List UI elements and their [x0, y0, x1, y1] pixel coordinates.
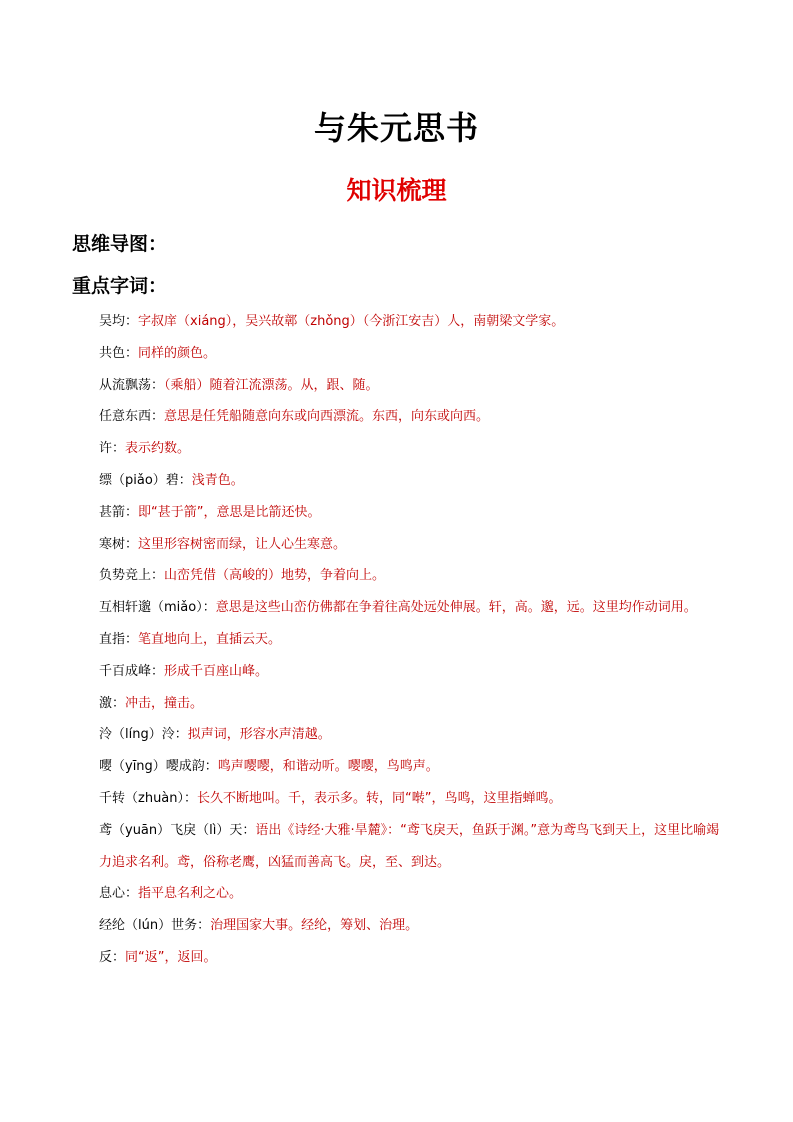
entry-term: 许：: [99, 441, 126, 457]
page-subtitle: 知识梳理: [346, 176, 447, 205]
entry-definition: 指平息名利之心。: [138, 886, 243, 902]
entry-term: 千百成峰：: [99, 663, 165, 679]
entry-term: 千转（zhuàn）：: [99, 790, 198, 806]
entry-definition: 即“甚于箭”，意思是比箭还快。: [138, 504, 321, 520]
list-item: [99, 815, 729, 879]
entry-definition: 长久不断地叫。千，表示多。转，同“啭”，鸟鸣，这里指蝉鸣。: [197, 790, 562, 806]
entry-term: 任意东西：: [99, 409, 165, 425]
list-item: [99, 529, 729, 561]
vocabulary-list: [99, 306, 729, 974]
entry-term: 吴均：: [99, 314, 139, 329]
entry-term: 嘤（yīng）嘤成韵：: [99, 759, 218, 775]
list-item: [99, 624, 729, 656]
entry-definition: 浅青色。: [191, 472, 244, 488]
entry-term: 互相轩邈（miǎo）：: [99, 600, 216, 616]
entry-term: 共色：: [99, 345, 139, 361]
entry-definition: 意思是这些山峦仿佛都在争着往高处远处伸展。轩，高。邈，远。这里均作动词用。: [215, 600, 697, 616]
entry-term: 负势竞上：: [99, 568, 165, 584]
entry-definition: 拟声词，形容水声清越。: [187, 727, 331, 743]
list-item: [99, 688, 729, 720]
entry-term: 直指：: [99, 631, 139, 647]
list-item: [99, 592, 729, 624]
section-heading-mind-map: 思维导图：: [72, 233, 168, 255]
entry-term: 缥（piǎo）碧：: [99, 472, 192, 488]
list-item: [99, 370, 729, 402]
list-item: [99, 338, 729, 370]
list-item: [99, 719, 729, 751]
entry-definition: 同“返”，返回。: [125, 949, 217, 965]
list-item: [99, 910, 729, 942]
entry-definition: 山峦凭借（高峻的）地势，争着向上。: [164, 568, 386, 584]
entry-term: 反：: [99, 949, 126, 965]
entry-definition: 同样的颜色。: [138, 345, 217, 361]
entry-term: 寒树：: [99, 536, 139, 552]
entry-term: 激：: [99, 695, 126, 711]
page-title: 与朱元思书: [313, 109, 479, 147]
list-item: [99, 560, 729, 592]
entry-definition: 治理国家大事。经纶，筹划、治理。: [210, 918, 419, 934]
entry-definition: 鸣声嘤嘤，和谐动听。嘤嘤，鸟鸣声。: [217, 759, 439, 775]
list-item: [99, 942, 729, 974]
entry-definition: 语出《诗经·大雅·旱麓》：“鸢飞戾天，鱼跃于渊。”意为鸢鸟飞到天上，这里比喻竭力追求名利。鸢，俗称老鹰，凶猛而善高飞。戾，至、到达。: [99, 822, 720, 870]
entry-definition: 笔直地向上，直插云天。: [138, 631, 282, 647]
entry-term: 鸢（yuān）飞戾（lì）天：: [99, 822, 256, 838]
entry-definition: 形成千百座山峰。: [164, 663, 269, 679]
list-item: [99, 497, 729, 529]
section-heading-key-words: 重点字词：: [72, 275, 168, 297]
list-item: [99, 401, 729, 433]
entry-term: 经纶（lún）世务：: [99, 918, 211, 934]
list-item: [99, 878, 729, 910]
entry-definition: （乘船）随着江流漂荡。从，跟、随。: [164, 377, 379, 393]
list-item: [99, 465, 729, 497]
entry-term: 从流飘荡：: [99, 377, 165, 393]
entry-term: 泠（líng）泠：: [99, 727, 188, 743]
list-item: [99, 306, 729, 338]
list-item: [99, 656, 729, 688]
entry-definition: 这里形容树密而绿，让人心生寒意。: [138, 536, 347, 552]
entry-definition: 字叔庠（xiáng），吴兴故鄣（zhǒng）（今浙江安吉）人，南朝梁文学家。: [138, 314, 565, 329]
list-item: [99, 751, 729, 783]
entry-term: 甚箭：: [99, 504, 139, 520]
list-item: [99, 433, 729, 465]
entry-term: 息心：: [99, 886, 139, 902]
entry-definition: 意思是任凭船随意向东或向西漂流。东西，向东或向西。: [164, 409, 490, 425]
entry-definition: 表示约数。: [125, 441, 191, 457]
list-item: [99, 783, 729, 815]
entry-definition: 冲击，撞击。: [125, 695, 204, 711]
